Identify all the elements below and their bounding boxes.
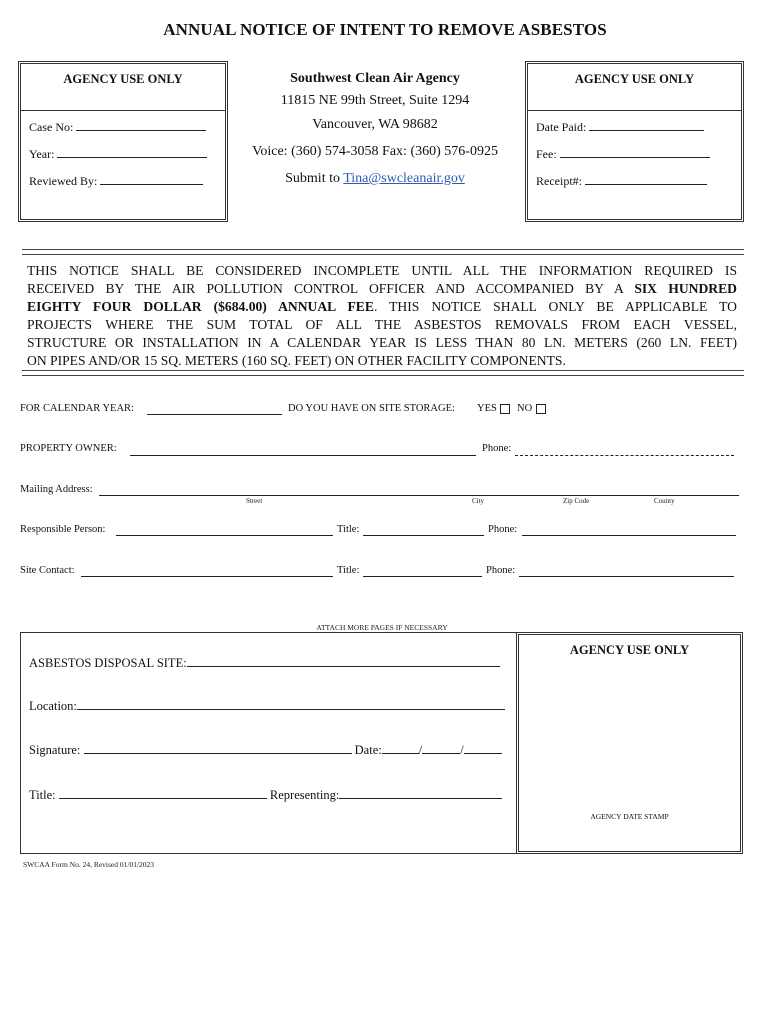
site-contact-phone-label: Phone: (486, 565, 516, 576)
responsible-person-label: Responsible Person: (20, 524, 106, 535)
site-contact-input[interactable] (81, 576, 333, 577)
agency-use-box-left (18, 61, 228, 222)
agency-submit: Submit to Tina@swcleanair.gov (285, 171, 465, 186)
site-contact-label: Site Contact: (20, 565, 75, 576)
representing-label: Representing: (269, 788, 340, 802)
attach-pages-note: ATTACH MORE PAGES IF NECESSARY (316, 623, 448, 632)
responsible-phone-label: Phone: (488, 524, 518, 535)
street-sublabel: Street (246, 497, 263, 505)
notice-bottom-rule (22, 370, 744, 376)
case-no-field[interactable]: Case No: (29, 119, 206, 135)
receipt-field[interactable]: Receipt#: (536, 173, 707, 189)
agency-city: Vancouver, WA 98682 (312, 117, 438, 132)
fee-field[interactable]: Fee: (536, 146, 710, 162)
date-paid-field[interactable]: Date Paid: (536, 119, 704, 135)
responsible-title-input[interactable] (363, 535, 484, 536)
property-owner-label: PROPERTY OWNER: (20, 443, 117, 454)
site-contact-title-input[interactable] (363, 576, 482, 577)
property-owner-input[interactable] (130, 455, 476, 456)
agency-phones: Voice: (360) 574-3058 Fax: (360) 576-0925 (252, 144, 498, 159)
title-representing-field[interactable]: Title: Representing: (29, 786, 502, 803)
location-field[interactable]: Location: (29, 697, 505, 714)
notice-top-rule (22, 249, 744, 255)
calendar-year-input[interactable] (147, 414, 282, 415)
form-revision-footer: SWCAA Form No. 24, Revised 01/01/2023 (23, 860, 155, 869)
responsible-title-label: Title: (337, 524, 360, 535)
submit-email-link[interactable]: Tina@swcleanair.gov (343, 171, 465, 186)
storage-question: DO YOU HAVE ON SITE STORAGE: (288, 403, 455, 414)
reviewed-by-field[interactable]: Reviewed By: (29, 173, 203, 189)
disposal-site-box (20, 632, 517, 854)
agency-name: Southwest Clean Air Agency (290, 71, 460, 86)
disposal-site-field[interactable]: ASBESTOS DISPOSAL SITE: (29, 654, 500, 671)
storage-no-checkbox[interactable] (536, 404, 546, 414)
date-label: Date: (354, 743, 382, 757)
agency-use-heading: AGENCY USE ONLY (63, 72, 183, 86)
storage-no-label: NO (517, 403, 533, 414)
agency-street: 11815 NE 99th Street, Suite 1294 (280, 93, 470, 108)
storage-yes-checkbox[interactable] (500, 404, 510, 414)
owner-phone-label: Phone: (482, 443, 512, 454)
site-contact-title-label: Title: (337, 565, 360, 576)
agency-use-box-right (525, 61, 744, 222)
mailing-address-label: Mailing Address: (20, 484, 93, 495)
calendar-year-label: FOR CALENDAR YEAR: (20, 403, 134, 414)
mailing-address-input[interactable] (99, 495, 739, 496)
owner-phone-input[interactable] (515, 455, 734, 456)
agency-date-stamp-label: AGENCY DATE STAMP (590, 812, 669, 821)
agency-use-heading: AGENCY USE ONLY (569, 643, 690, 657)
responsible-phone-input[interactable] (522, 535, 736, 536)
site-contact-phone-input[interactable] (519, 576, 734, 577)
agency-use-heading: AGENCY USE ONLY (574, 72, 695, 86)
zip-sublabel: Zip Code (563, 497, 590, 505)
form-title: ANNUAL NOTICE OF INTENT TO REMOVE ASBESTOS (163, 20, 607, 39)
county-sublabel: County (654, 497, 675, 505)
storage-yes-label: YES (477, 403, 497, 414)
notice-text: THIS NOTICE SHALL BE CONSIDERED INCOMPLETE UNTIL ALL THE INFORMATION REQUIRED IS RECEIVED BY THE AIR POLLUTION CONTROL OFFICER AND ACCOMPANIED BY A SIX HUNDRED EIGHTY FOUR DOLLAR ($684.00) ANNUAL FEE. THIS NOTICE SHALL ONLY BE APPLICABLE TO PROJECTS WHERE THE SUM TOTAL OF ALL THE ASBESTOS REMOVALS FROM EACH VESSEL, STRUCTURE OR INSTALLATION IN A CALENDAR YEAR IS LESS THAN 80 LN. METERS (260 LN. FEET) ON PIPES AND/OR 15 SQ. METERS (160 SQ. FEET) ON OTHER FACILITY COMPONENTS. (27, 263, 737, 368)
year-field[interactable]: Year: (29, 146, 207, 162)
responsible-person-input[interactable] (116, 535, 333, 536)
city-sublabel: City (472, 497, 485, 505)
signature-field[interactable]: Signature: Date: / / (29, 741, 502, 758)
agency-date-stamp-box (516, 632, 743, 854)
